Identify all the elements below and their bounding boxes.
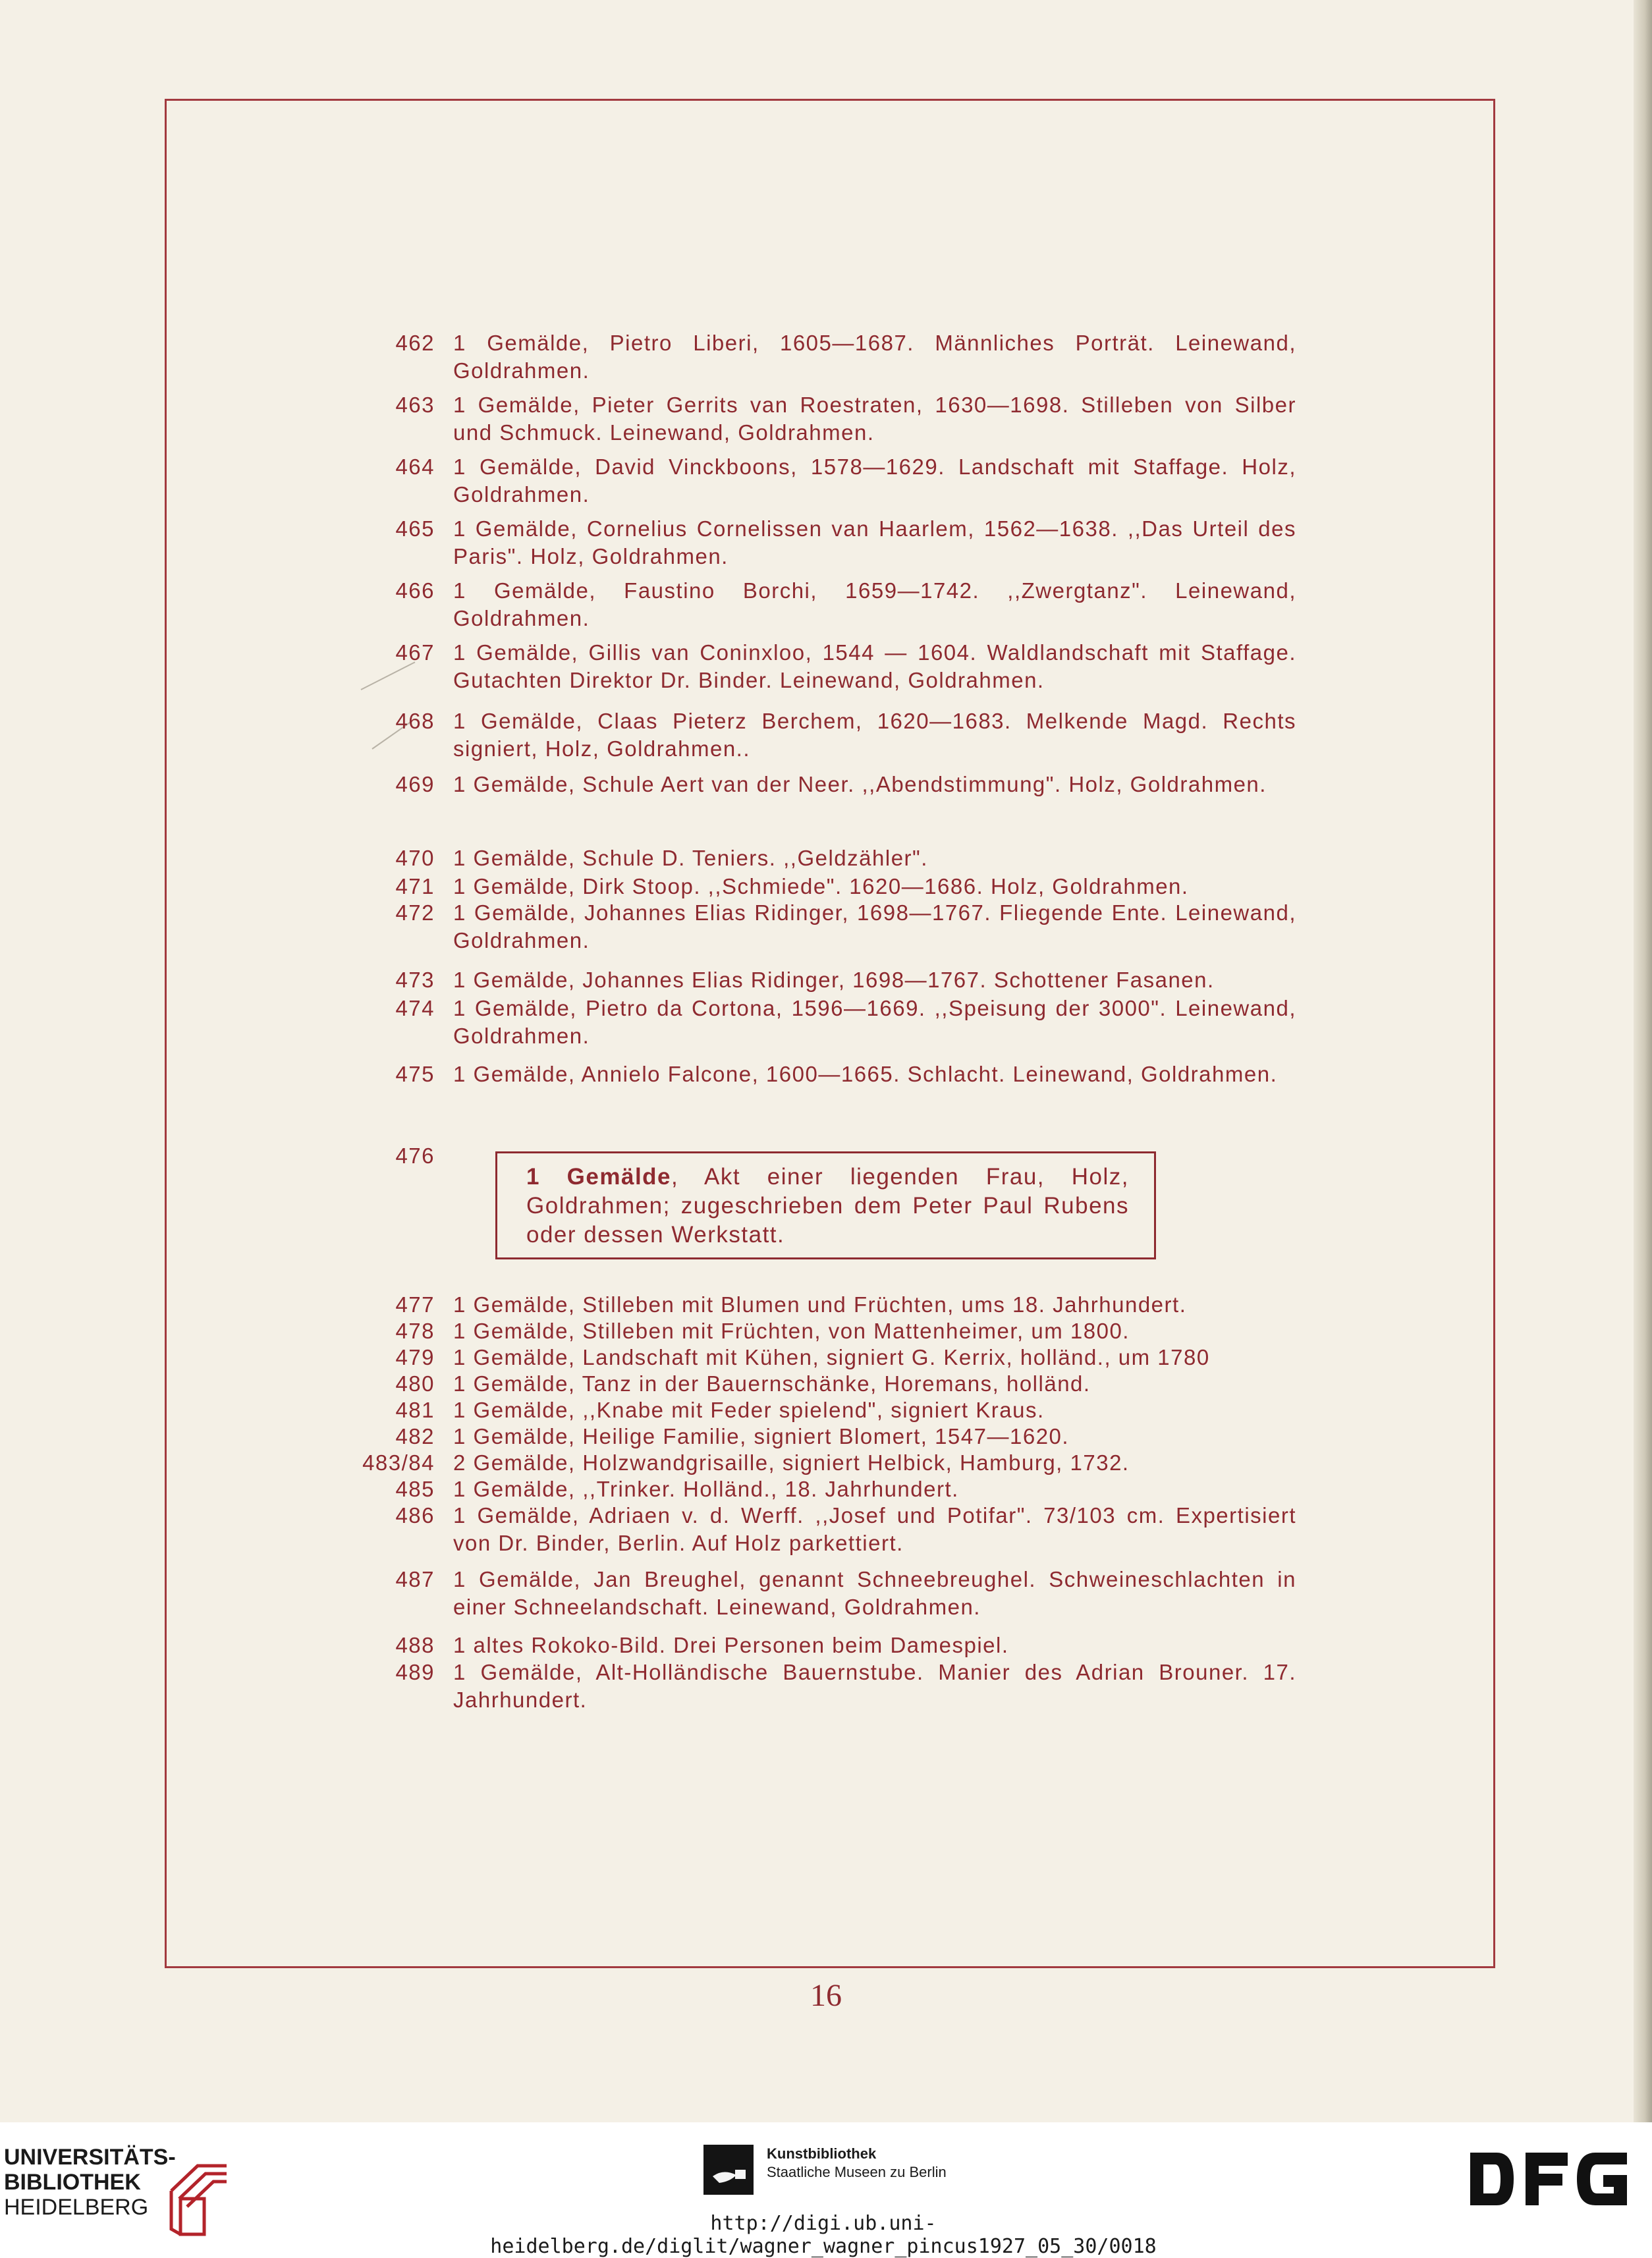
entry-text: 1 Gemälde, Claas Pieterz Berchem, 1620—1683. Melkende Magd. Rechts signiert, Holz, Goldrahmen..: [453, 709, 1296, 761]
library-name-line3: HEIDELBERG: [4, 2195, 149, 2220]
entry-number: 483/84: [362, 1450, 435, 1475]
entry-number: 466: [395, 578, 435, 603]
university-library-logo[interactable]: [4, 2145, 176, 2220]
entry-text: 1 Gemälde, Adriaen v. d. Werff. ,,Josef und Potifar". 73/103 cm. Expertisiert von Dr. Binder, Berlin. Auf Holz parkettiert.: [453, 1503, 1296, 1555]
entry-text: 1 Gemälde, Annielo Falcone, 1600—1665. Schlacht. Leinewand, Goldrahmen.: [453, 1062, 1278, 1086]
entry-text: 1 Gemälde, Alt-Holländische Bauernstube. Manier des Adrian Brouner. 17. Jahrhundert.: [453, 1660, 1296, 1712]
entry-text: 1 Gemälde, ,,Trinker. Holländ., 18. Jahrhundert.: [453, 1477, 959, 1501]
entry-number: 472: [395, 900, 435, 925]
entry-number: 485: [395, 1477, 435, 1501]
entry-text: 1 Gemälde, Schule D. Teniers. ,,Geldzähler".: [453, 846, 928, 870]
entry-text: 1 Gemälde, Tanz in der Bauernschänke, Horemans, holländ.: [453, 1371, 1091, 1396]
entry-text: 1 Gemälde, Pieter Gerrits van Roestraten, 1630—1698. Stilleben von Silber und Schmuck. Leinewand, Goldrahmen.: [453, 393, 1296, 445]
library-emblem-icon: [167, 2158, 231, 2237]
entry-text: 1 altes Rokoko-Bild. Drei Personen beim Damespiel.: [453, 1633, 1009, 1657]
entry-text: 1 Gemälde, Johannes Elias Ridinger, 1698—1767. Schottener Fasanen.: [453, 968, 1215, 992]
kunstbibliothek-text: [767, 2145, 1004, 2182]
library-name-line1: UNIVERSITÄTS-: [4, 2145, 176, 2170]
entry-number: 482: [395, 1424, 435, 1448]
page-number: 16: [810, 1978, 842, 2013]
entry-number: 465: [395, 516, 435, 541]
highlighted-entry-text: , Akt einer liegenden Frau, Holz, Goldrahmen; zugeschrieben dem Peter Paul Rubens oder dessen Werkstatt.: [526, 1164, 1129, 1248]
highlighted-entry-box: [495, 1151, 1156, 1259]
entry-number: 480: [395, 1371, 435, 1396]
digitization-footer: [0, 2122, 1652, 2258]
entry-text: 1 Gemälde, Johannes Elias Ridinger, 1698—1767. Fliegende Ente. Leinewand, Goldrahmen.: [453, 900, 1296, 952]
entry-text: 1 Gemälde, Stilleben mit Früchten, von Mattenheimer, um 1800.: [453, 1319, 1130, 1343]
entry-number: 467: [395, 640, 435, 665]
kunstbibliothek-title: Kunstbibliothek: [767, 2145, 877, 2162]
entry-number: 488: [395, 1633, 435, 1657]
entry-text: 1 Gemälde, Pietro da Cortona, 1596—1669. ,,Speisung der 3000". Leinewand, Goldrahmen.: [453, 996, 1296, 1048]
permalink-url[interactable]: http://digi.ub.uni-heidelberg.de/diglit/wagner_wagner_pincus1927_05_30/0018: [490, 2212, 1157, 2258]
entry-text: 1 Gemälde, Dirk Stoop. ,,Schmiede". 1620—1686. Holz, Goldrahmen.: [453, 874, 1189, 898]
entry-text: 1 Gemälde, Landschaft mit Kühen, signiert G. Kerrix, holländ., um 1780: [453, 1345, 1210, 1369]
entry-text: 1 Gemälde, Jan Breughel, genannt Schneebreughel. Schweineschlachten in einer Schneelandschaft. Leinewand, Goldrahmen.: [453, 1567, 1296, 1619]
dfg-logo[interactable]: [1466, 2149, 1631, 2213]
entry-text: 1 Gemälde, ,,Knabe mit Feder spielend", signiert Kraus.: [453, 1398, 1045, 1422]
entry-number: 481: [395, 1398, 435, 1422]
page-edge-shadow: [1634, 0, 1652, 2122]
entry-text: 1 Gemälde, Stilleben mit Blumen und Früchten, ums 18. Jahrhundert.: [453, 1292, 1187, 1317]
entry-number: 473: [395, 968, 435, 992]
dfg-logo-icon: [1466, 2149, 1631, 2209]
entry-number: 469: [395, 772, 435, 796]
entry-text: 1 Gemälde, Cornelius Cornelissen van Haarlem, 1562—1638. ,,Das Urteil des Paris". Holz, Goldrahmen.: [453, 516, 1296, 568]
entry-number: 470: [395, 846, 435, 870]
kunstbibliothek-emblem-icon: [703, 2145, 754, 2195]
entry-text: 1 Gemälde, David Vinckboons, 1578—1629. Landschaft mit Staffage. Holz, Goldrahmen.: [453, 454, 1296, 507]
entry-number: 474: [395, 996, 435, 1020]
entry-number: 471: [395, 874, 435, 898]
entry-text: 1 Gemälde, Pietro Liberi, 1605—1687. Männliches Porträt. Leinewand, Goldrahmen.: [453, 331, 1296, 383]
entry-number: 463: [395, 393, 435, 417]
kunstbibliothek-subtitle: Staatliche Museen zu Berlin: [767, 2164, 947, 2180]
entry-text: 1 Gemälde, Heilige Familie, signiert Blomert, 1547—1620.: [453, 1424, 1070, 1448]
entry-number: 475: [395, 1062, 435, 1086]
entry-number: 479: [395, 1345, 435, 1369]
entry-text: 1 Gemälde, Schule Aert van der Neer. ,,Abendstimmung". Holz, Goldrahmen.: [453, 772, 1267, 796]
entry-number: 464: [395, 454, 435, 479]
entry-number: 486: [395, 1503, 435, 1528]
library-name-line2: BIBLIOTHEK: [4, 2170, 141, 2195]
entry-number: 489: [395, 1660, 435, 1684]
entry-number: 462: [395, 331, 435, 355]
entry-number: 468: [395, 709, 435, 733]
entry-number: 487: [395, 1567, 435, 1591]
entry-number: 476: [395, 1143, 435, 1168]
entry-number: 477: [395, 1292, 435, 1317]
entry-text: 1 Gemälde, Gillis van Coninxloo, 1544 — 1604. Waldlandschaft mit Staffage. Gutachten Direktor Dr. Binder. Leinewand, Goldrahmen.: [453, 640, 1296, 692]
entry-text: 2 Gemälde, Holzwandgrisaille, signiert Helbick, Hamburg, 1732.: [453, 1450, 1130, 1475]
highlighted-entry-lead: 1 Gemälde: [526, 1164, 672, 1190]
entry-text: 1 Gemälde, Faustino Borchi, 1659—1742. ,,Zwergtanz". Leinewand, Goldrahmen.: [453, 578, 1296, 630]
entry-number: 478: [395, 1319, 435, 1343]
